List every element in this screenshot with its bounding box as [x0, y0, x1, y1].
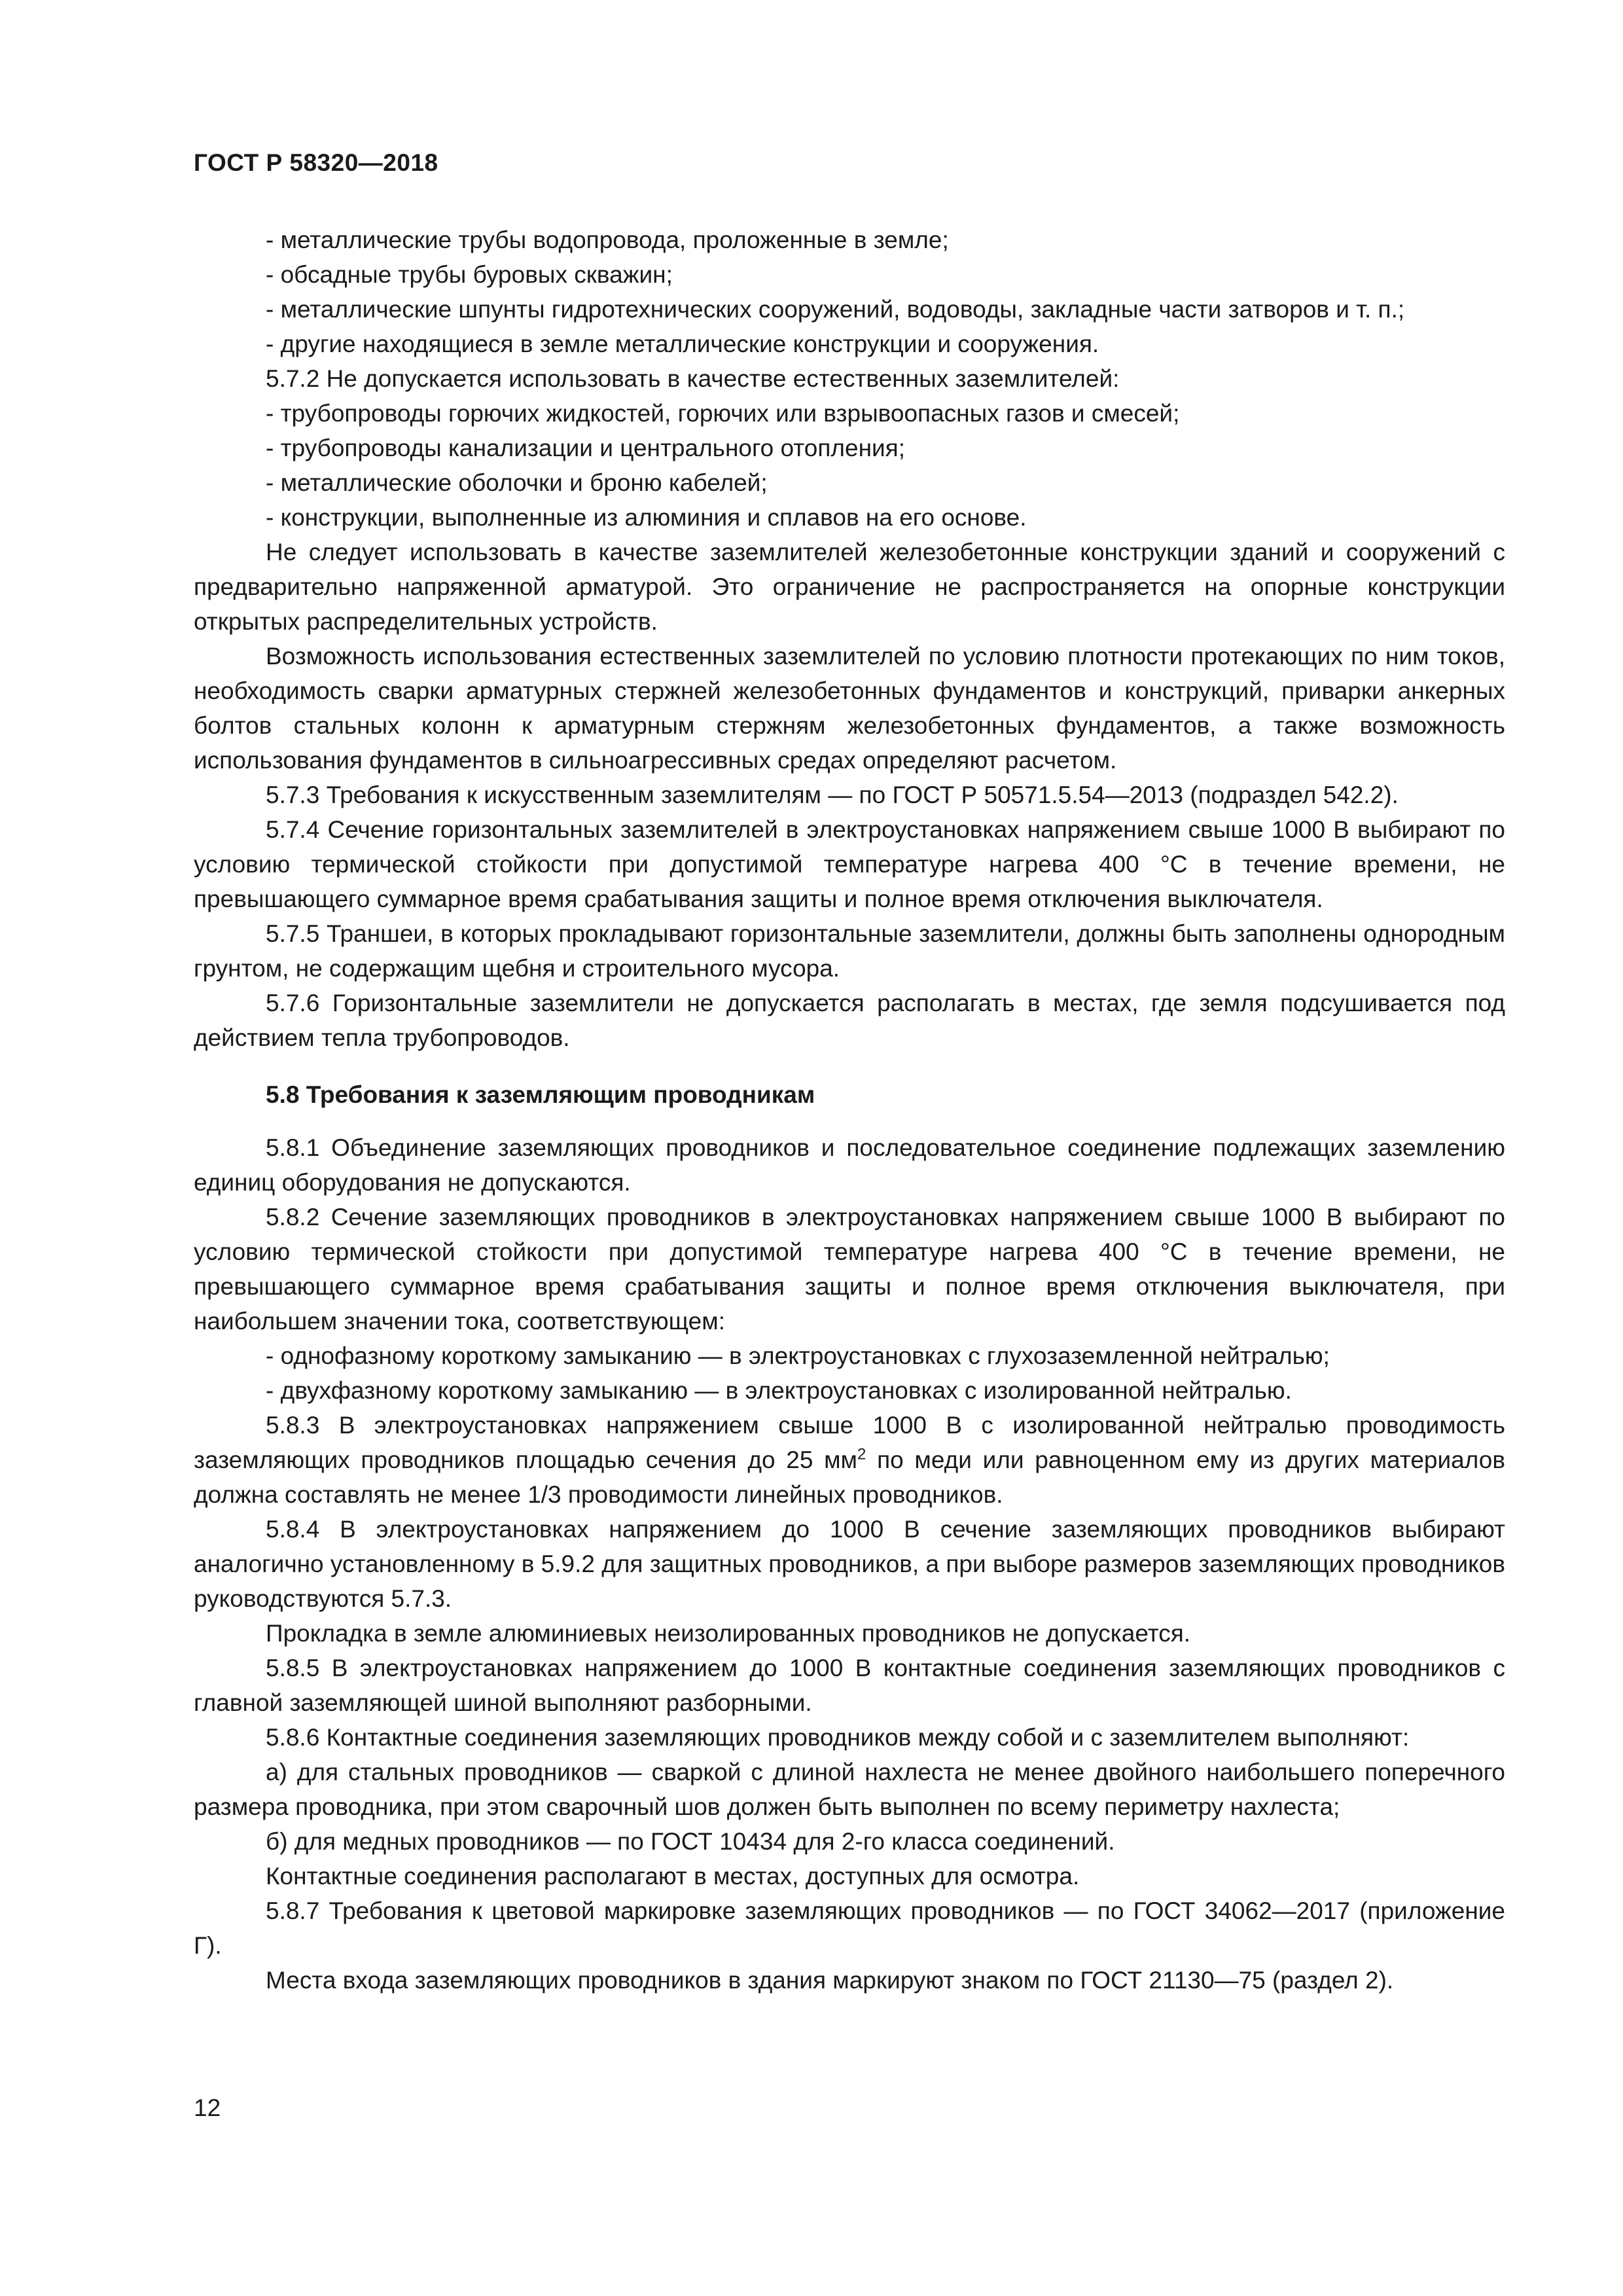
paragraph: 5.8.4 В электроустановках напряжением до 1000 В сечение заземляющих проводников выбирают аналогично установленному в 5.9.2 для защитных проводников, а при выборе размеров заземляющих проводников руководствуются 5.7.3.: [194, 1516, 1505, 1612]
paragraph: 5.8.7 Требования к цветовой маркировке заземляющих проводников — по ГОСТ 34062—2017 (приложение Г).: [194, 1897, 1505, 1959]
paragraph: а) для стальных проводников — сваркой с длиной нахлеста не менее двойного наибольшего поперечного размера проводника, при этом сварочный шов должен быть выполнен по всему периметру нахлеста;: [194, 1759, 1505, 1820]
paragraph: 5.7.3 Требования к искусственным заземлителям — по ГОСТ Р 50571.5.54—2013 (подраздел 542.2).: [266, 781, 1399, 808]
paragraph: б) для медных проводников — по ГОСТ 10434 для 2-го класса соединений.: [266, 1828, 1115, 1855]
paragraph: 5.7.4 Сечение горизонтальных заземлителей в электроустановках напряжением свыше 1000 В выбирают по условию термической стойкости при допустимой температуре нагрева 400 °С в течение времени, не превышающего суммарное время срабатывания защиты и полное время отключения выключателя.: [194, 816, 1505, 912]
paragraph: [194, 1408, 1505, 1512]
document-header: ГОСТ Р 58320—2018: [194, 149, 438, 176]
list-item: - металлические оболочки и броню кабелей;: [266, 469, 768, 496]
paragraph: 5.8.1 Объединение заземляющих проводников и последовательное соединение подлежащих заземлению единиц оборудования не допускаются.: [194, 1134, 1505, 1196]
list-item: - металлические шпунты гидротехнических сооружений, водоводы, закладные части затворов и т. п.;: [266, 296, 1405, 323]
list-item: - конструкции, выполненные из алюминия и сплавов на его основе.: [266, 504, 1027, 531]
paragraph: 5.8.2 Сечение заземляющих проводников в электроустановках напряжением свыше 1000 В выбирают по условию термической стойкости при допустимой температуре нагрева 400 °С в течение времени, не превышающего суммарное время срабатывания защиты и полное время отключения выключателя, при наибольшем значении тока, соответствующем:: [194, 1204, 1505, 1335]
document-body: [194, 223, 1505, 1998]
list-item: - трубопроводы канализации и центрального отопления;: [266, 435, 905, 461]
paragraph: 5.7.2 Не допускается использовать в качестве естественных заземлителей:: [266, 365, 1120, 392]
superscript: 2: [857, 1445, 866, 1463]
list-item: - другие находящиеся в земле металлические конструкции и сооружения.: [266, 331, 1099, 357]
paragraph: Прокладка в земле алюминиевых неизолированных проводников не допускается.: [266, 1620, 1191, 1647]
page-number: 12: [194, 2094, 221, 2121]
paragraph: Контактные соединения располагают в местах, доступных для осмотра.: [266, 1863, 1080, 1890]
list-item: - трубопроводы горючих жидкостей, горючих или взрывоопасных газов и смесей;: [266, 400, 1180, 427]
paragraph: Места входа заземляющих проводников в здания маркируют знаком по ГОСТ 21130—75 (раздел 2).: [266, 1967, 1394, 1994]
paragraph-text: 5.8.3 В электроустановках напряжением свыше 1000 В с изолированной нейтралью проводимость заземляющих проводников площадью сечения до 25 мм: [194, 1412, 1505, 1473]
list-item: - обсадные трубы буровых скважин;: [266, 261, 673, 288]
section-heading: 5.8 Требования к заземляющим проводникам: [266, 1081, 815, 1108]
list-item: - двухфазному короткому замыканию — в электроустановках с изолированной нейтралью.: [266, 1377, 1292, 1404]
paragraph: 5.8.5 В электроустановках напряжением до 1000 В контактные соединения заземляющих проводников с главной заземляющей шиной выполняют разборными.: [194, 1655, 1505, 1716]
paragraph: Возможность использования естественных заземлителей по условию плотности протекающих по ним токов, необходимость сварки арматурных стержней железобетонных фундаментов и конструкций, приварки анкерных болтов стальных колонн к арматурным стержням железобетонных фундаментов, а также возможность использования фундаментов в сильноагрессивных средах определяют расчетом.: [194, 643, 1505, 774]
paragraph: 5.7.6 Горизонтальные заземлители не допускается располагать в местах, где земля подсушивается под действием тепла трубопроводов.: [194, 990, 1505, 1051]
list-item: - металлические трубы водопровода, проложенные в земле;: [266, 226, 949, 253]
paragraph: 5.8.6 Контактные соединения заземляющих проводников между собой и с заземлителем выполняют:: [266, 1724, 1410, 1751]
list-item: - однофазному короткому замыканию — в электроустановках с глухозаземленной нейтралью;: [266, 1342, 1330, 1369]
paragraph-text: по меди или равноценном ему из других материалов должна составлять не менее 1/3 проводимости линейных проводников.: [194, 1446, 1505, 1508]
paragraph: 5.7.5 Траншеи, в которых прокладывают горизонтальные заземлители, должны быть заполнены однородным грунтом, не содержащим щебня и строительного мусора.: [194, 920, 1505, 982]
paragraph: Не следует использовать в качестве заземлителей железобетонные конструкции зданий и сооружений с предварительно напряженной арматурой. Это ограничение не распространяется на опорные конструкции открытых распределительных устройств.: [194, 539, 1505, 635]
